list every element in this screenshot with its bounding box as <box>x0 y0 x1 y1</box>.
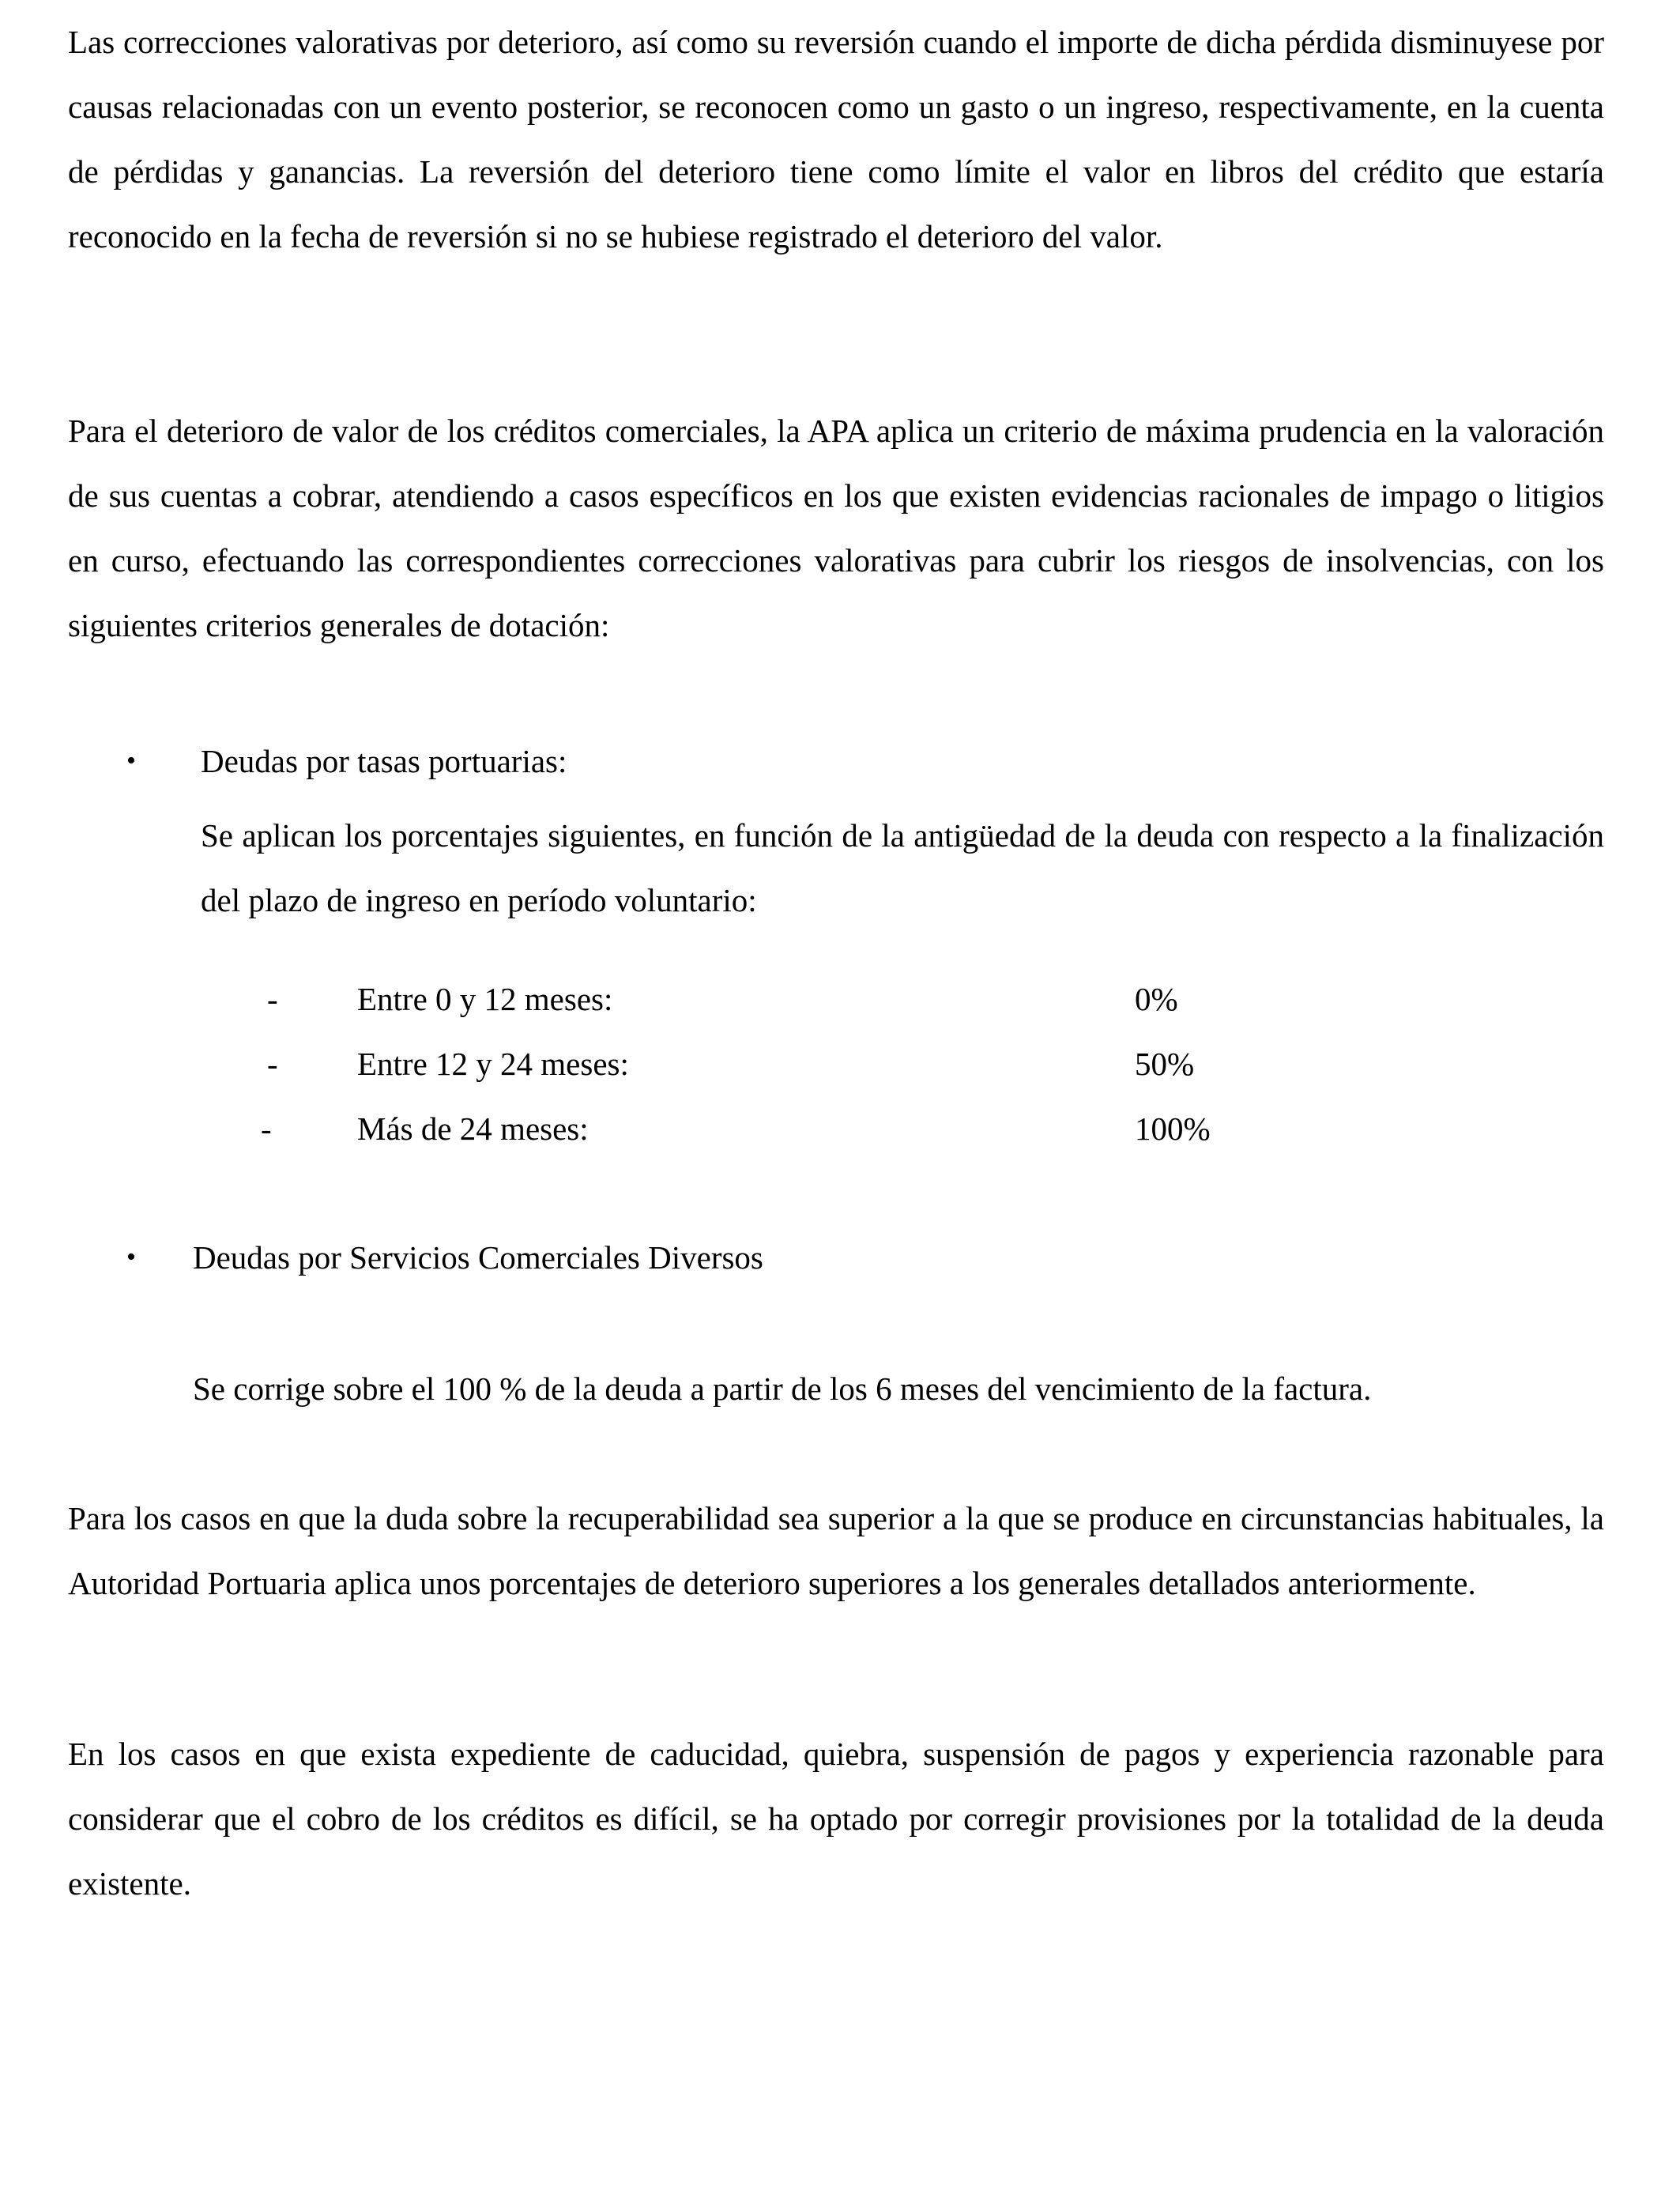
tier-percent: 100% <box>1135 1110 1211 1147</box>
dash-marker: - <box>261 1110 272 1147</box>
paragraph-impairment-reversal: Las correcciones valorativas por deterioro, así como su reversión cuando el importe de dicha pérdida disminuyese por causas relacionadas con un evento posterior, se reconocen como un gasto o un ingreso, respectivamente, en la cuenta de pérdidas y ganancias. La reversión del deterioro tiene como límite el valor en libros del crédito que estaría reconocido en la fecha de reversión si no se hubiese registrado el deterioro del valor. <box>68 24 1604 254</box>
bullet-icon: • <box>126 746 136 775</box>
tier-label: Entre 0 y 12 meses: <box>357 981 613 1017</box>
bullet-title-servicios: Deudas por Servicios Comerciales Diversos <box>193 1239 763 1276</box>
dash-marker: - <box>267 981 278 1017</box>
dash-marker: - <box>267 1046 278 1082</box>
bullet-icon: • <box>126 1242 136 1272</box>
tier-label: Entre 12 y 24 meses: <box>357 1046 629 1082</box>
servicios-description: Se corrige sobre el 100 % de la deuda a partir de los 6 meses del vencimiento de la factura. <box>193 1370 1372 1407</box>
tasas-description: Se aplican los porcentajes siguientes, en función de la antigüedad de la deuda con respecto a la finalización del plazo de ingreso en período voluntario: <box>201 817 1604 918</box>
tier-percent: 0% <box>1135 981 1178 1017</box>
tier-label: Más de 24 meses: <box>357 1110 589 1147</box>
paragraph-commercial-credits: Para el deterioro de valor de los créditos comerciales, la APA aplica un criterio de máxima prudencia en la valoración de sus cuentas a cobrar, atendiendo a casos específicos en los que existen evidencias racionales de impago o litigios en curso, efectuando las correspondientes correcciones valorativas para cubrir los riesgos de insolvencias, con los siguientes criterios generales de dotación: <box>68 413 1604 643</box>
tier-percent: 50% <box>1135 1046 1195 1082</box>
paragraph-higher-doubt: Para los casos en que la duda sobre la recuperabilidad sea superior a la que se produce en circunstancias habituales, la Autoridad Portuaria aplica unos porcentajes de deterioro superiores a los generales detallados anteriormente. <box>68 1500 1604 1601</box>
paragraph-bankruptcy: En los casos en que exista expediente de caducidad, quiebra, suspensión de pagos y experiencia razonable para considerar que el cobro de los créditos es difícil, se ha optado por corregir provisiones por la totalidad de la deuda existente. <box>68 1736 1604 1902</box>
bullet-title-tasas: Deudas por tasas portuarias: <box>201 743 567 779</box>
